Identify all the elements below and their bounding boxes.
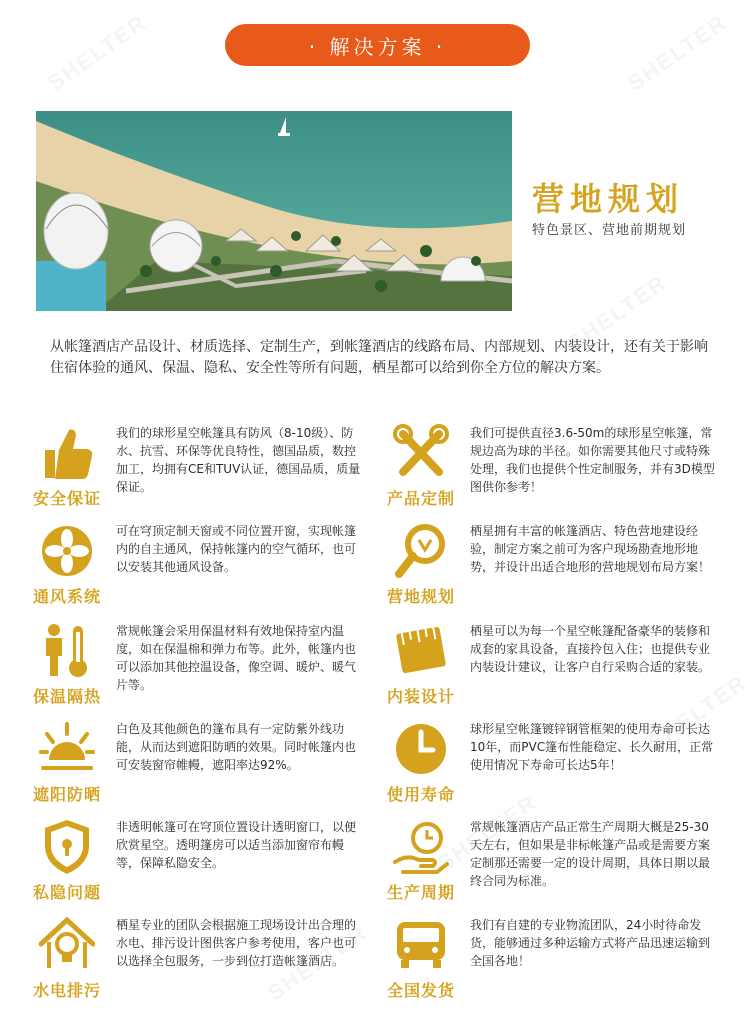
- feature-text: 栖星专业的团队会根据施工现场设计出合理的水电、排污设计图供客户参考使用，客户也可以选择全包服务，一步到位打造帐篷酒店。: [116, 918, 357, 968]
- feature-label: 私隐问题: [32, 883, 101, 902]
- feature-label: 生产周期: [386, 883, 455, 902]
- feature-text: 我们有自建的专业物流团队，24小时待命发货，能够通过多种运输方式将产品迅速运输到全国各地！: [470, 918, 711, 968]
- magnifier-icon: [378, 522, 464, 580]
- feature-customization: [378, 424, 728, 516]
- sun-icon: [24, 720, 110, 778]
- hand-clock-icon: [378, 818, 464, 876]
- feature-text: 非透明帐篷可在穹顶位置设计透明窗口，以便欣赏星空。透明篷房可以适当添加窗帘布幔等，保障私隐安全。: [116, 820, 357, 870]
- feature-interior: [378, 622, 728, 714]
- feature-label: 产品定制: [386, 489, 455, 508]
- feature-label: 内装设计: [386, 687, 455, 706]
- thumbs-up-icon: [24, 424, 110, 482]
- feature-utilities: [24, 916, 374, 1008]
- feature-label: 营地规划: [386, 587, 455, 606]
- watermark: [623, 9, 732, 96]
- feature-text: 我们可提供直径3.6-50m的球形星空帐篷，常规边高为球的半径。如你需要其他尺寸或特殊处理，我们也提供个性定制服务，并有3D模型图供你参考！: [470, 426, 715, 494]
- feature-production: [378, 818, 728, 910]
- feature-insulation: [24, 622, 374, 714]
- feature-text: 我们的球形星空帐篷具有防风（8-10级）、防水、抗雪、环保等优良特性，德国品质，数控加工，均拥有CE和TUV认证，德国品质，质量保证。: [116, 426, 361, 494]
- feature-text: 球形星空帐篷镀锌钢管框架的使用寿命可长达10年，而PVC篷布性能稳定、长久耐用，正常使用情况下寿命可长达5年！: [470, 722, 714, 772]
- feature-privacy: [24, 818, 374, 910]
- feature-text: 常规帐篷会采用保温材料有效地保持室内温度，如在保温棉和弹力布等。此外，帐篷内也可以添加其他控温设备，像空调、暖炉、暖气片等。: [116, 624, 357, 692]
- feature-sunshade: [24, 720, 374, 812]
- feature-label: 保温隔热: [32, 687, 101, 706]
- fan-icon: [24, 522, 110, 580]
- feature-label: 通风系统: [32, 587, 101, 606]
- feature-text: 可在穹顶定制天窗或不同位置开窗，实现帐篷内的自主通风，保持帐篷内的空气循环，也可以安装其他通风设备。: [116, 524, 357, 574]
- house-bulb-icon: [24, 916, 110, 974]
- feature-label: 使用寿命: [386, 785, 455, 804]
- feature-label: 安全保证: [32, 489, 101, 508]
- feature-label: 水电排污: [32, 981, 101, 1000]
- section-banner: · 解决方案 ·: [225, 24, 530, 66]
- camp-rendering-image: [36, 111, 512, 311]
- tools-icon: [378, 424, 464, 482]
- watermark: [43, 9, 152, 96]
- ruler-icon: [378, 622, 464, 680]
- feature-lifespan: [378, 720, 728, 812]
- feature-text: 栖星拥有丰富的帐篷酒店、特色营地建设经验，制定方案之前可为客户现场勘查地形地势，并设计出适合地形的营地规划布局方案！: [470, 524, 711, 574]
- feature-shipping: [378, 916, 728, 1008]
- planning-title: 营地规划: [532, 180, 685, 218]
- feature-label: 全国发货: [386, 981, 455, 1000]
- feature-text: 白色及其他颜色的篷布具有一定防紫外线功能，从而达到遮阳防晒的效果。同时帐篷内也可安装窗帘帷幔，遮阳率达92%。: [116, 722, 357, 772]
- intro-paragraph: 从帐篷酒店产品设计、材质选择、定制生产，到帐篷酒店的线路布局、内部规划、内装设计，还有关于影响住宿体验的通风、保温、隐私、安全性等所有问题，栖星都可以给到你全方位的解决方案。: [50, 339, 708, 376]
- feature-text: 常规帐篷酒店产品正常生产周期大概是25-30天左右，但如果是非标帐篷产品或是需要方案定制那还需要一定的设计周期，具体日期以最终合同为标准。: [470, 820, 711, 888]
- feature-ventilation: [24, 522, 374, 614]
- feature-label: 遮阳防晒: [32, 785, 101, 804]
- feature-safety: [24, 424, 374, 516]
- bus-icon: [378, 916, 464, 974]
- feature-text: 栖星可以为每一个星空帐篷配备豪华的装修和成套的家具设备，直接拎包入住；也提供专业内装设计建议，让客户自行采购合适的家装。: [470, 624, 711, 674]
- planning-subtitle: 特色景区、营地前期规划: [532, 223, 687, 238]
- clock-icon: [378, 720, 464, 778]
- feature-planning: [378, 522, 728, 614]
- shield-lock-icon: [24, 818, 110, 876]
- thermometer-icon: [24, 622, 110, 680]
